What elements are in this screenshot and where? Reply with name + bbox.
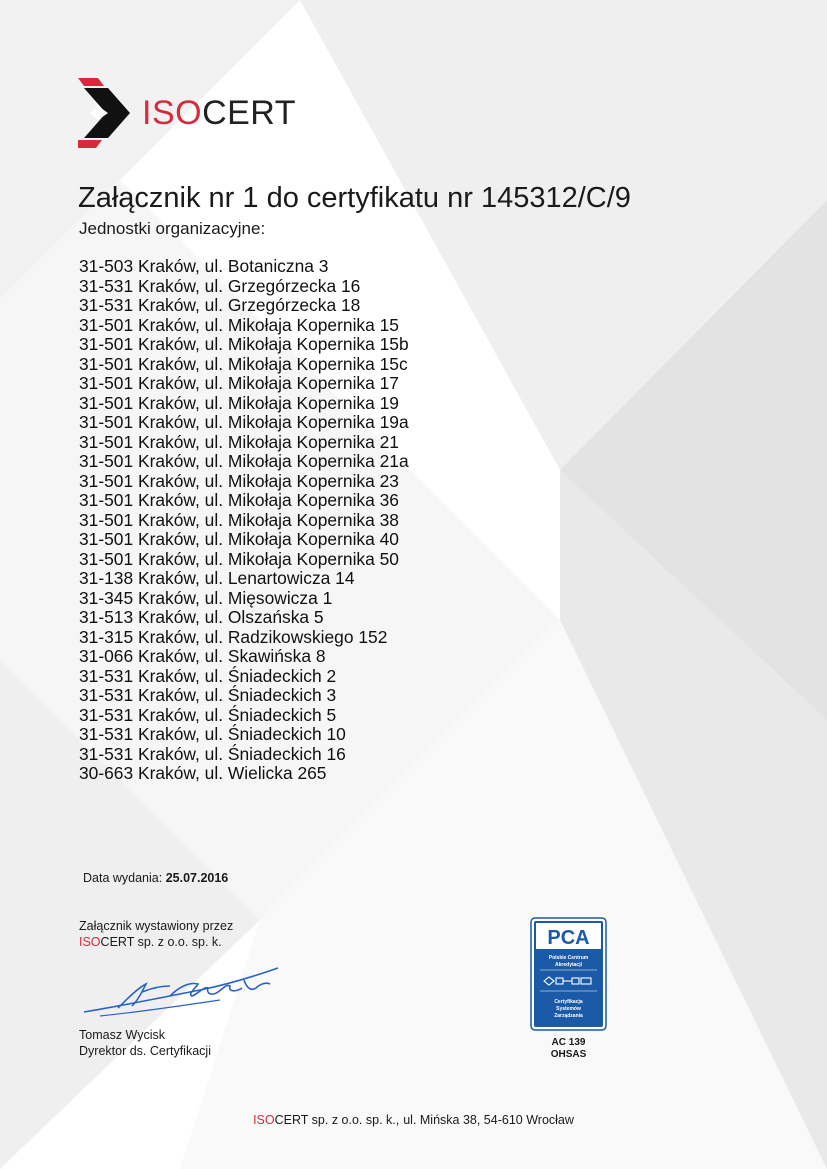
list-item: 31-501 Kraków, ul. Mikołaja Kopernika 40: [79, 529, 399, 549]
footer: [0, 1113, 827, 1127]
list-item: 31-066 Kraków, ul. Skawińska 8: [79, 646, 326, 666]
list-item: 31-501 Kraków, ul. Mikołaja Kopernika 19a: [79, 412, 409, 432]
address-list: [79, 257, 409, 784]
list-item: 31-501 Kraków, ul. Mikołaja Kopernika 15b: [79, 334, 409, 354]
list-item: 31-501 Kraków, ul. Mikołaja Kopernika 38: [79, 509, 399, 530]
isocert-logo-mark-icon: [78, 78, 130, 148]
pca-line2: Akredytacji: [555, 962, 582, 968]
issued-by-rest: CERT sp. z o.o. sp. k.: [100, 935, 222, 949]
issued-by-block: [79, 918, 233, 950]
issued-by-iso: ISO: [79, 935, 101, 949]
list-item: 31-501 Kraków, ul. Mikołaja Kopernika 21: [79, 431, 399, 452]
list-item: 31-138 Kraków, ul. Lenartowicza 14: [79, 568, 355, 588]
list-item: 31-531 Kraków, ul. Śniadeckich 5: [79, 704, 337, 725]
list-item: 31-531 Kraków, ul. Śniadeckich 2: [79, 665, 337, 686]
list-item: 31-503 Kraków, ul. Botaniczna 3: [79, 256, 329, 276]
pca-line1: Polskie Centrum: [548, 955, 589, 961]
isocert-wordmark: [142, 96, 296, 130]
list-item: 31-531 Kraków, ul. Śniadeckich 3: [79, 685, 337, 705]
list-item: 31-345 Kraków, ul. Mięsowicza 1: [79, 587, 333, 608]
list-item: 30-663 Kraków, ul. Wielicka 265: [79, 763, 327, 783]
list-item: 31-531 Kraków, ul. Śniadeckich 16: [79, 743, 346, 764]
pca-line5: Zarządzania: [554, 1013, 583, 1019]
list-item: 31-501 Kraków, ul. Mikołaja Kopernika 15c: [79, 353, 408, 374]
issued-by-label: Załącznik wystawiony przez: [79, 919, 234, 933]
list-item: 31-501 Kraków, ul. Mikołaja Kopernika 17: [79, 373, 399, 393]
list-item: 31-501 Kraków, ul. Mikołaja Kopernika 21a: [79, 451, 409, 471]
signer-block: [79, 1027, 211, 1059]
issued-by-company: [79, 934, 233, 950]
signature-icon: [80, 962, 285, 1022]
list-item: 31-531 Kraków, ul. Grzegórzecka 16: [79, 275, 361, 296]
pca-caption: [530, 1037, 607, 1061]
signer-role: Dyrektor ds. Certyfikacji: [79, 1044, 211, 1058]
document-subtitle: Jednostki organizacyjne:: [79, 219, 266, 238]
list-item: 31-531 Kraków, ul. Grzegórzecka 18: [79, 295, 361, 315]
footer-iso: ISO: [253, 1113, 275, 1127]
pca-code: AC 139: [551, 1037, 586, 1048]
pca-logo-text: PCA: [547, 927, 590, 949]
list-item: 31-501 Kraków, ul. Mikołaja Kopernika 19: [79, 392, 399, 413]
signer-name: Tomasz Wycisk: [79, 1028, 166, 1042]
isocert-logo: [78, 78, 296, 148]
pca-line3: Certyfikacja: [554, 999, 583, 1005]
list-item: 31-501 Kraków, ul. Mikołaja Kopernika 23: [79, 470, 399, 491]
list-item: 31-501 Kraków, ul. Mikołaja Kopernika 15: [79, 314, 399, 335]
list-item: 31-315 Kraków, ul. Radzikowskiego 152: [79, 626, 388, 647]
footer-address: ul. Mińska 38, 54-610 Wrocław: [403, 1113, 574, 1127]
list-item: 31-513 Kraków, ul. Olszańska 5: [79, 607, 324, 627]
list-item: 31-531 Kraków, ul. Śniadeckich 10: [79, 724, 346, 744]
issue-date-value: 25.07.2016: [165, 871, 229, 885]
list-item: 31-501 Kraków, ul. Mikołaja Kopernika 36: [79, 490, 399, 510]
issue-date: [83, 871, 228, 885]
pca-line4: Systemów: [556, 1006, 581, 1012]
issue-date-label: Data wydania:: [83, 871, 163, 885]
footer-company: CERT sp. z o.o. sp. k.,: [274, 1113, 400, 1127]
pca-scope: OHSAS: [550, 1049, 587, 1060]
pca-accreditation-badge-icon: [530, 917, 607, 1031]
list-item: 31-501 Kraków, ul. Mikołaja Kopernika 50: [79, 548, 399, 569]
logo-cert: CERT: [202, 94, 297, 132]
document-title: Załącznik nr 1 do certyfikatu nr 145312/C/9: [78, 182, 631, 214]
logo-iso: ISO: [142, 94, 203, 132]
